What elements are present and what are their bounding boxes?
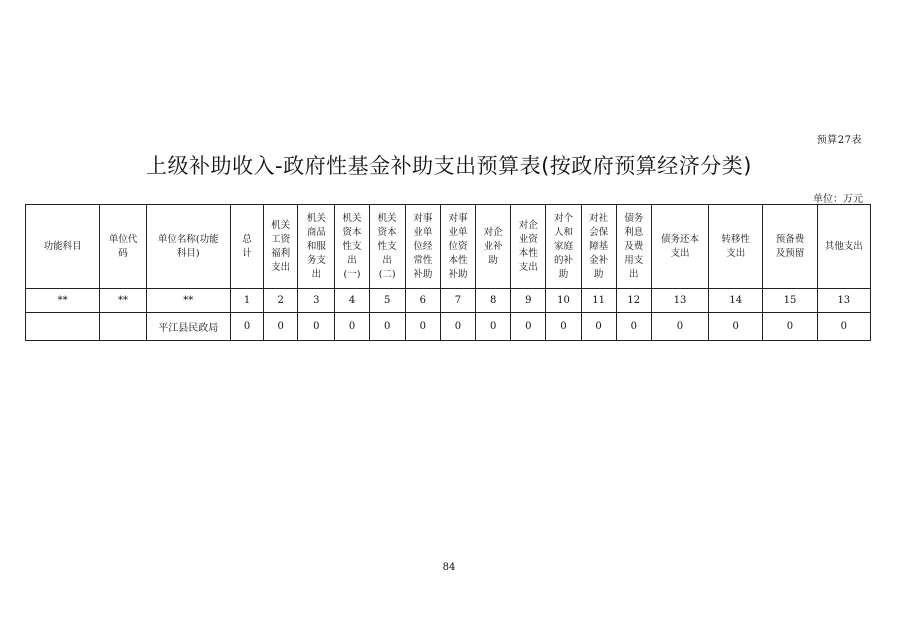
index-row <box>26 289 871 313</box>
index-cell: ** <box>100 289 146 313</box>
header-cell: 机关资本性支出(一) <box>335 205 369 289</box>
index-cell: 4 <box>335 289 369 313</box>
header-cell: 功能科目 <box>26 205 100 289</box>
index-cell: 10 <box>546 289 581 313</box>
table-cell: 0 <box>230 313 263 341</box>
page-number: 84 <box>442 562 456 573</box>
table-cell: 0 <box>440 313 475 341</box>
header-cell: 总计 <box>230 205 263 289</box>
index-cell: 11 <box>581 289 616 313</box>
budget-table <box>25 204 871 341</box>
header-cell: 其他支出 <box>817 205 870 289</box>
page-title: 上级补助收入-政府性基金补助支出预算表(按政府预算经济分类) <box>146 154 752 178</box>
table-cell <box>26 313 100 341</box>
header-cell: 对事业单位资本性补助 <box>440 205 475 289</box>
index-cell: 5 <box>369 289 405 313</box>
header-cell: 机关工资福利支出 <box>264 205 298 289</box>
table-cell: 0 <box>651 313 708 341</box>
form-number: 预算27表 <box>816 135 862 146</box>
index-cell: 6 <box>405 289 440 313</box>
table-cell: 0 <box>298 313 335 341</box>
table-cell: 0 <box>763 313 817 341</box>
header-cell: 对个人和家庭的补助 <box>546 205 581 289</box>
index-cell: 14 <box>709 289 763 313</box>
index-cell: 3 <box>298 289 335 313</box>
table-cell: 0 <box>817 313 870 341</box>
table-cell <box>100 313 146 341</box>
header-cell: 机关商品和服务支出 <box>298 205 335 289</box>
index-cell: ** <box>26 289 100 313</box>
header-cell: 对事业单位经常性补助 <box>405 205 440 289</box>
table-row <box>26 313 871 341</box>
header-row <box>26 205 871 289</box>
table-cell: 0 <box>369 313 405 341</box>
index-cell: 1 <box>230 289 263 313</box>
header-cell: 债务利息及费用支出 <box>616 205 651 289</box>
header-cell: 对企业资本性支出 <box>511 205 546 289</box>
header-cell: 单位名称(功能科目) <box>146 205 230 289</box>
header-cell: 转移性支出 <box>709 205 763 289</box>
header-cell: 对社会保障基金补助 <box>581 205 616 289</box>
index-cell: 15 <box>763 289 817 313</box>
index-cell: 7 <box>440 289 475 313</box>
index-cell: 9 <box>511 289 546 313</box>
index-cell: 12 <box>616 289 651 313</box>
header-cell: 预备费及预留 <box>763 205 817 289</box>
table-cell: 0 <box>616 313 651 341</box>
unit-name-cell: 平江县民政局 <box>146 313 230 341</box>
index-cell: ** <box>146 289 230 313</box>
unit-label: 单位：万元 <box>813 194 863 205</box>
table-cell: 0 <box>709 313 763 341</box>
header-cell: 债务还本支出 <box>651 205 708 289</box>
index-cell: 2 <box>264 289 298 313</box>
table-cell: 0 <box>264 313 298 341</box>
table-cell: 0 <box>581 313 616 341</box>
table-cell: 0 <box>546 313 581 341</box>
table-cell: 0 <box>511 313 546 341</box>
table-cell: 0 <box>405 313 440 341</box>
header-cell: 单位代码 <box>100 205 146 289</box>
header-cell: 对企业补助 <box>476 205 511 289</box>
index-cell: 13 <box>817 289 870 313</box>
table-cell: 0 <box>476 313 511 341</box>
index-cell: 13 <box>651 289 708 313</box>
index-cell: 8 <box>476 289 511 313</box>
table-cell: 0 <box>335 313 369 341</box>
header-cell: 机关资本性支出(二) <box>369 205 405 289</box>
